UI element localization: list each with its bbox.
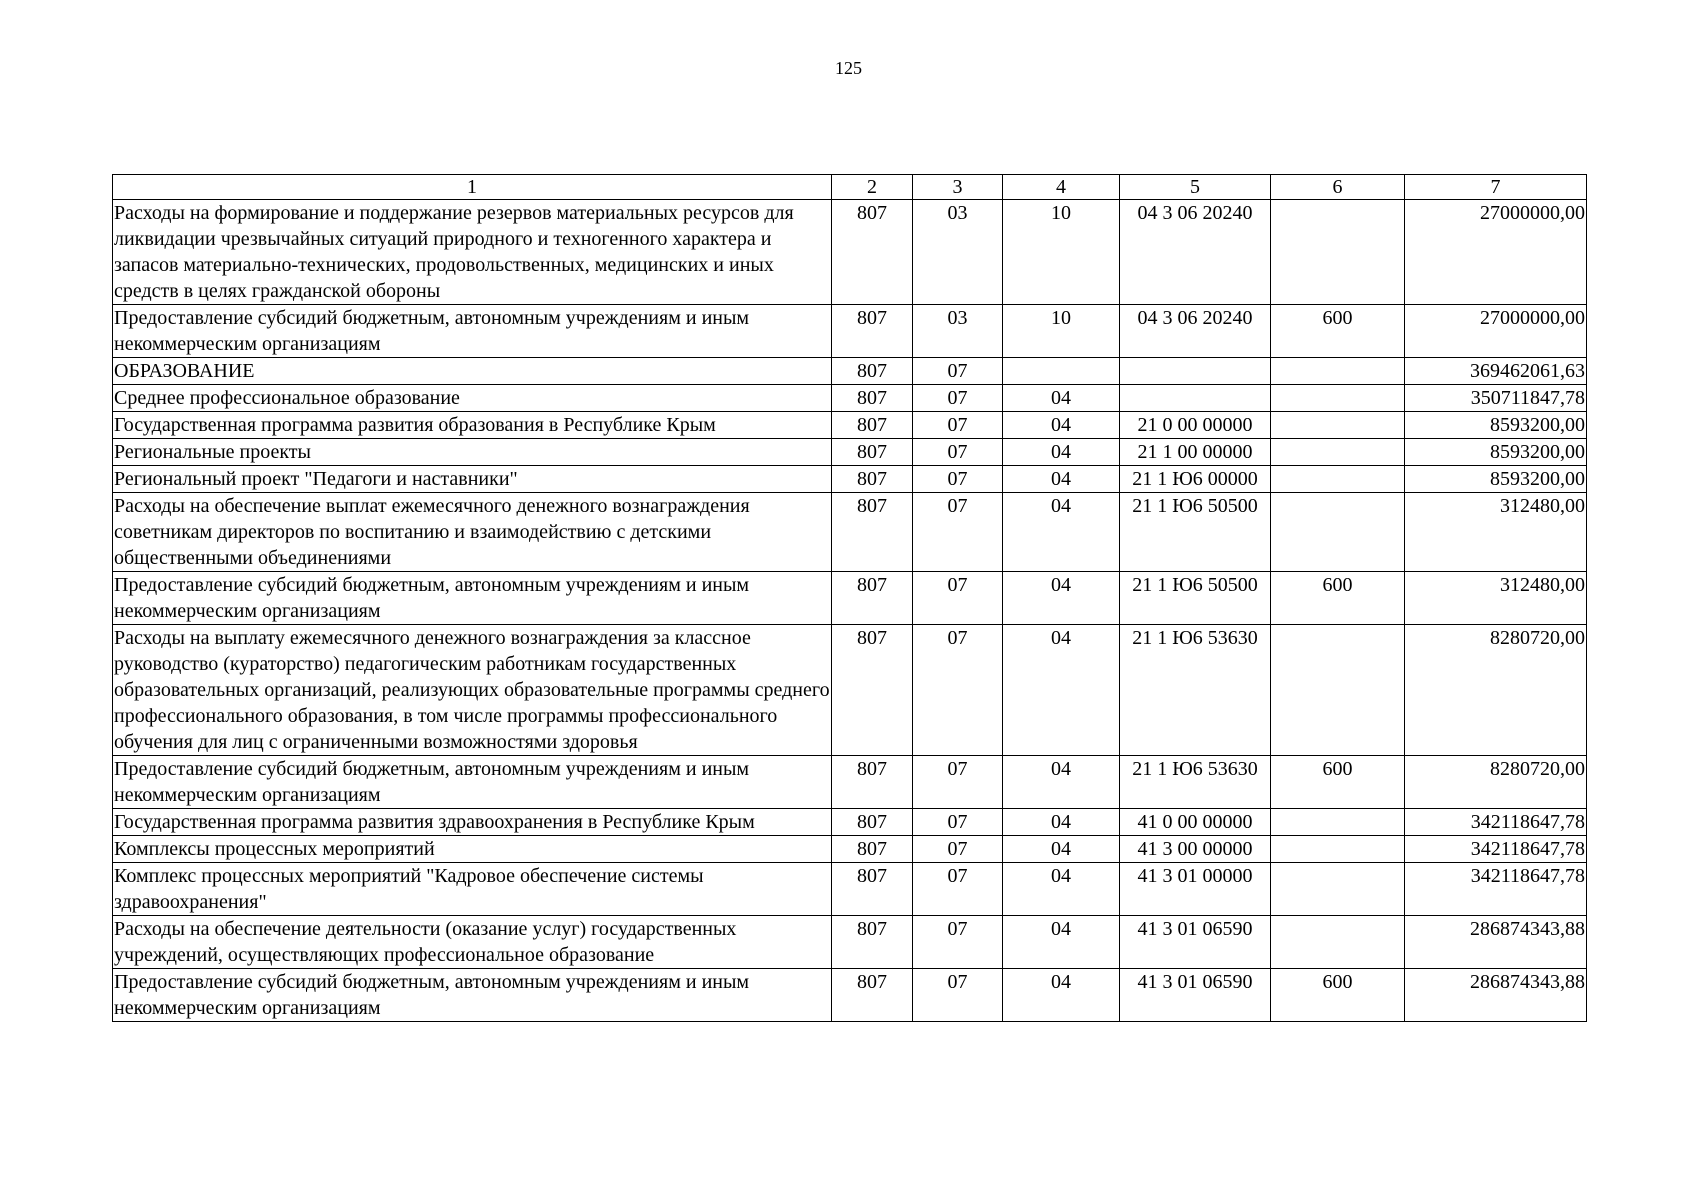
- cell-target-article: 21 1 00 00000: [1120, 439, 1271, 466]
- cell-target-article: 21 1 Ю6 50500: [1120, 493, 1271, 572]
- cell-ministry-code: 807: [832, 572, 913, 625]
- cell-amount: 286874343,88: [1405, 969, 1587, 1022]
- cell-section: 07: [913, 916, 1003, 969]
- cell-ministry-code: 807: [832, 969, 913, 1022]
- row-name: Предоставление субсидий бюджетным, автономным учреждениям и иным некоммерческим организациям: [113, 305, 832, 358]
- cell-ministry-code: 807: [832, 863, 913, 916]
- cell-ministry-code: 807: [832, 625, 913, 756]
- row-name: ОБРАЗОВАНИЕ: [113, 358, 832, 385]
- cell-section: 07: [913, 863, 1003, 916]
- cell-subsection: 10: [1003, 305, 1120, 358]
- cell-subsection: 04: [1003, 756, 1120, 809]
- cell-section: 07: [913, 358, 1003, 385]
- cell-target-article: 41 3 00 00000: [1120, 836, 1271, 863]
- cell-section: 03: [913, 305, 1003, 358]
- table-row: [113, 412, 1587, 439]
- cell-section: 03: [913, 200, 1003, 305]
- cell-target-article: 04 3 06 20240: [1120, 305, 1271, 358]
- cell-expense-type: 600: [1271, 572, 1405, 625]
- cell-amount: 8593200,00: [1405, 439, 1587, 466]
- cell-expense-type: [1271, 200, 1405, 305]
- cell-section: 07: [913, 412, 1003, 439]
- cell-subsection: [1003, 358, 1120, 385]
- header-col-1: 1: [113, 175, 832, 200]
- table-row: [113, 200, 1587, 305]
- cell-target-article: 21 1 Ю6 53630: [1120, 625, 1271, 756]
- row-name: Расходы на выплату ежемесячного денежного вознаграждения за классное руководство (кураторство) педагогическим работникам государственных образовательных организаций, реализующих образовательные программы среднего профессионального образования, в том числе программы профессионального обучения для лиц с ограниченными возможностями здоровья: [113, 625, 832, 756]
- cell-target-article: 04 3 06 20240: [1120, 200, 1271, 305]
- cell-target-article: 21 1 Ю6 00000: [1120, 466, 1271, 493]
- cell-subsection: 04: [1003, 809, 1120, 836]
- cell-ministry-code: 807: [832, 916, 913, 969]
- cell-amount: 369462061,63: [1405, 358, 1587, 385]
- cell-subsection: 04: [1003, 969, 1120, 1022]
- table-row: [113, 969, 1587, 1022]
- cell-amount: 27000000,00: [1405, 305, 1587, 358]
- cell-subsection: 10: [1003, 200, 1120, 305]
- cell-ministry-code: 807: [832, 493, 913, 572]
- cell-amount: 342118647,78: [1405, 863, 1587, 916]
- table-row: [113, 809, 1587, 836]
- cell-ministry-code: 807: [832, 200, 913, 305]
- cell-subsection: 04: [1003, 916, 1120, 969]
- cell-amount: 8280720,00: [1405, 625, 1587, 756]
- table-row: [113, 439, 1587, 466]
- table-row: [113, 466, 1587, 493]
- cell-amount: 342118647,78: [1405, 809, 1587, 836]
- cell-subsection: 04: [1003, 412, 1120, 439]
- cell-subsection: 04: [1003, 836, 1120, 863]
- cell-expense-type: 600: [1271, 969, 1405, 1022]
- cell-ministry-code: 807: [832, 466, 913, 493]
- cell-amount: 286874343,88: [1405, 916, 1587, 969]
- cell-section: 07: [913, 809, 1003, 836]
- page-number: 125: [835, 58, 862, 78]
- row-name: Региональный проект "Педагоги и наставники": [113, 466, 832, 493]
- cell-expense-type: [1271, 625, 1405, 756]
- cell-expense-type: [1271, 493, 1405, 572]
- row-name: Комплексы процессных мероприятий: [113, 836, 832, 863]
- table-row: [113, 863, 1587, 916]
- cell-subsection: 04: [1003, 466, 1120, 493]
- header-col-4: 4: [1003, 175, 1120, 200]
- row-name: Расходы на формирование и поддержание резервов материальных ресурсов для ликвидации чрезвычайных ситуаций природного и техногенного характера и запасов материально-технических, продовольственных, медицинских и иных средств в целях гражданской обороны: [113, 200, 832, 305]
- cell-target-article: 21 1 Ю6 50500: [1120, 572, 1271, 625]
- cell-subsection: 04: [1003, 385, 1120, 412]
- cell-expense-type: [1271, 412, 1405, 439]
- row-name: Предоставление субсидий бюджетным, автономным учреждениям и иным некоммерческим организациям: [113, 969, 832, 1022]
- cell-ministry-code: 807: [832, 385, 913, 412]
- cell-expense-type: [1271, 466, 1405, 493]
- cell-target-article: [1120, 385, 1271, 412]
- cell-section: 07: [913, 756, 1003, 809]
- row-name: Предоставление субсидий бюджетным, автономным учреждениям и иным некоммерческим организациям: [113, 756, 832, 809]
- cell-subsection: 04: [1003, 625, 1120, 756]
- cell-target-article: 41 3 01 06590: [1120, 916, 1271, 969]
- table-row: [113, 836, 1587, 863]
- cell-section: 07: [913, 836, 1003, 863]
- cell-target-article: 41 3 01 06590: [1120, 969, 1271, 1022]
- cell-target-article: 41 0 00 00000: [1120, 809, 1271, 836]
- cell-expense-type: [1271, 358, 1405, 385]
- cell-ministry-code: 807: [832, 412, 913, 439]
- cell-amount: 342118647,78: [1405, 836, 1587, 863]
- table-row: [113, 572, 1587, 625]
- cell-amount: 8593200,00: [1405, 412, 1587, 439]
- cell-ministry-code: 807: [832, 439, 913, 466]
- table-body: [113, 200, 1587, 1022]
- cell-section: 07: [913, 969, 1003, 1022]
- row-name: Государственная программа развития здравоохранения в Республике Крым: [113, 809, 832, 836]
- header-col-7: 7: [1405, 175, 1587, 200]
- table-row: [113, 756, 1587, 809]
- cell-ministry-code: 807: [832, 358, 913, 385]
- row-name: Государственная программа развития образования в Республике Крым: [113, 412, 832, 439]
- cell-subsection: 04: [1003, 493, 1120, 572]
- cell-amount: 27000000,00: [1405, 200, 1587, 305]
- cell-ministry-code: 807: [832, 756, 913, 809]
- header-col-5: 5: [1120, 175, 1271, 200]
- cell-target-article: 41 3 01 00000: [1120, 863, 1271, 916]
- table-row: [113, 493, 1587, 572]
- header-row: [113, 175, 1587, 200]
- table-row: [113, 305, 1587, 358]
- cell-expense-type: [1271, 836, 1405, 863]
- row-name: Расходы на обеспечение выплат ежемесячного денежного вознаграждения советникам директоров по воспитанию и взаимодействию с детскими общественными объединениями: [113, 493, 832, 572]
- cell-target-article: [1120, 358, 1271, 385]
- cell-ministry-code: 807: [832, 809, 913, 836]
- table-row: [113, 625, 1587, 756]
- row-name: Расходы на обеспечение деятельности (оказание услуг) государственных учреждений, осуществляющих профессиональное образование: [113, 916, 832, 969]
- cell-expense-type: [1271, 863, 1405, 916]
- cell-ministry-code: 807: [832, 836, 913, 863]
- cell-section: 07: [913, 572, 1003, 625]
- cell-ministry-code: 807: [832, 305, 913, 358]
- cell-expense-type: 600: [1271, 756, 1405, 809]
- cell-target-article: 21 0 00 00000: [1120, 412, 1271, 439]
- table-row: [113, 916, 1587, 969]
- header-col-3: 3: [913, 175, 1003, 200]
- cell-expense-type: [1271, 809, 1405, 836]
- cell-amount: 8280720,00: [1405, 756, 1587, 809]
- cell-expense-type: [1271, 385, 1405, 412]
- cell-target-article: 21 1 Ю6 53630: [1120, 756, 1271, 809]
- table-row: [113, 385, 1587, 412]
- row-name: Комплекс процессных мероприятий "Кадровое обеспечение системы здравоохранения": [113, 863, 832, 916]
- cell-amount: 350711847,78: [1405, 385, 1587, 412]
- row-name: Предоставление субсидий бюджетным, автономным учреждениям и иным некоммерческим организациям: [113, 572, 832, 625]
- cell-subsection: 04: [1003, 863, 1120, 916]
- budget-table: [112, 174, 1587, 1022]
- cell-amount: 312480,00: [1405, 493, 1587, 572]
- cell-section: 07: [913, 625, 1003, 756]
- cell-section: 07: [913, 385, 1003, 412]
- cell-section: 07: [913, 493, 1003, 572]
- cell-expense-type: 600: [1271, 305, 1405, 358]
- cell-subsection: 04: [1003, 439, 1120, 466]
- cell-expense-type: [1271, 439, 1405, 466]
- header-col-2: 2: [832, 175, 913, 200]
- row-name: Среднее профессиональное образование: [113, 385, 832, 412]
- cell-amount: 8593200,00: [1405, 466, 1587, 493]
- header-col-6: 6: [1271, 175, 1405, 200]
- cell-expense-type: [1271, 916, 1405, 969]
- table-row: [113, 358, 1587, 385]
- cell-amount: 312480,00: [1405, 572, 1587, 625]
- row-name: Региональные проекты: [113, 439, 832, 466]
- cell-subsection: 04: [1003, 572, 1120, 625]
- cell-section: 07: [913, 439, 1003, 466]
- cell-section: 07: [913, 466, 1003, 493]
